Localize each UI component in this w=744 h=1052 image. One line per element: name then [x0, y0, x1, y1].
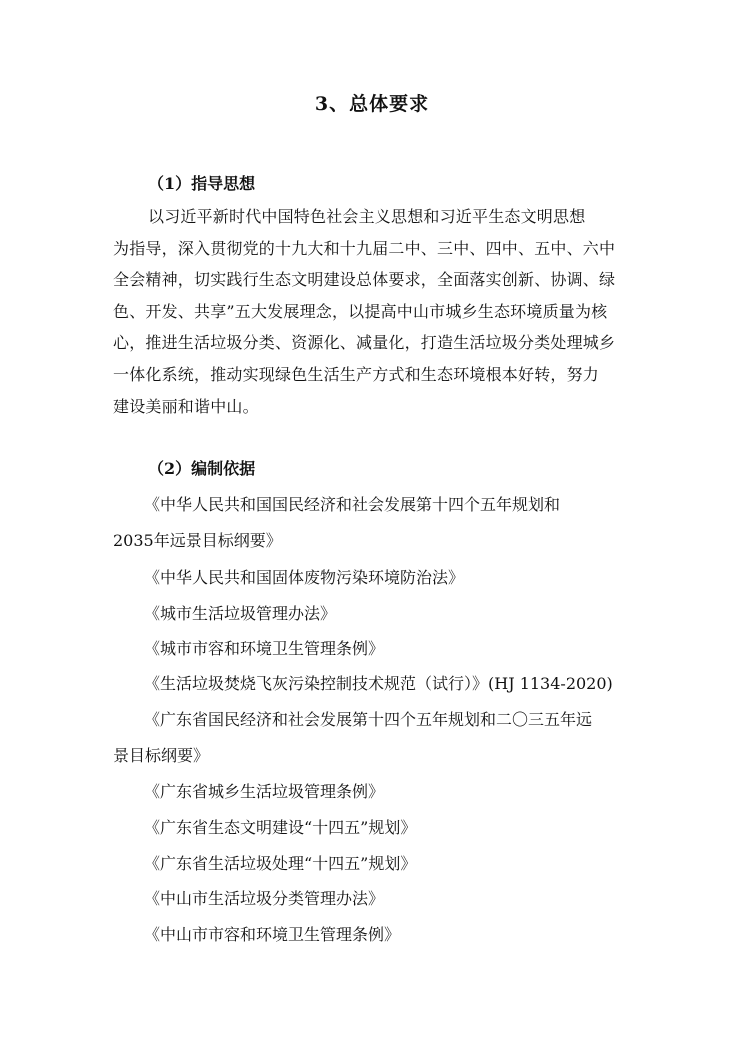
reference-item: [113, 673, 633, 695]
paragraph-line: 全会精神，切实践行生态文明建设总体要求，全面落实创新、协调、绿: [113, 270, 616, 290]
reference-item: [113, 567, 633, 589]
reference-continuation: 2035年远景目标纲要》: [113, 531, 282, 550]
reference-title: 《中山市生活垃圾分类管理办法》: [144, 889, 385, 908]
reference-item: [113, 709, 633, 767]
reference-item: [113, 817, 633, 839]
reference-title: 《广东省国民经济和社会发展第十四个五年规划和二〇三五年远: [144, 710, 593, 729]
reference-item: [113, 494, 633, 552]
reference-item: [113, 638, 633, 660]
reference-title: 《广东省生态文明建设“十四五”规划》: [144, 818, 417, 837]
reference-title: 《中华人民共和国固体废物污染环境防治法》: [144, 568, 465, 587]
paragraph-line: 建设美丽和谐中山。: [113, 396, 259, 416]
guiding-paragraph: [113, 201, 633, 422]
reference-item: [113, 603, 633, 625]
reference-item: [113, 924, 633, 946]
reference-title: 《中华人民共和国国民经济和社会发展第十四个五年规划和: [144, 495, 561, 514]
reference-title: 《中山市市容和环境卫生管理条例》: [144, 925, 401, 944]
reference-title: 《城市市容和环境卫生管理条例》: [144, 639, 385, 658]
guiding-heading: （1）指导思想: [148, 174, 256, 193]
paragraph-line: 色、开发、共享”五大发展理念，以提高中山市城乡生态环境质量为核: [113, 301, 608, 321]
reference-item: [113, 888, 633, 910]
reference-title: 《生活垃圾焚烧飞灰污染控制技术规范（试行）》(HJ 1134-2020): [144, 674, 613, 693]
reference-title: 《广东省生活垃圾处理“十四五”规划》: [144, 854, 417, 873]
paragraph-line: 为指导，深入贯彻党的十九大和十九届二中、三中、四中、五中、六中: [113, 238, 616, 258]
paragraph-line: 一体化系统，推动实现绿色生活生产方式和生态环境根本好转，努力: [113, 364, 600, 384]
reference-title: 《广东省城乡生活垃圾管理条例》: [144, 782, 385, 801]
reference-title: 《城市生活垃圾管理办法》: [144, 604, 337, 623]
reference-item: [113, 853, 633, 875]
paragraph-line: 心，推进生活垃圾分类、资源化、减量化，打造生活垃圾分类处理城乡: [113, 333, 616, 353]
paragraph-line: 以习近平新时代中国特色社会主义思想和习近平生态文明思想: [148, 207, 586, 226]
reference-continuation: 景目标纲要》: [113, 746, 210, 765]
reference-item: [113, 781, 633, 803]
section-title: 3、总体要求: [314, 93, 430, 115]
basis-heading: （2）编制依据: [148, 459, 256, 478]
